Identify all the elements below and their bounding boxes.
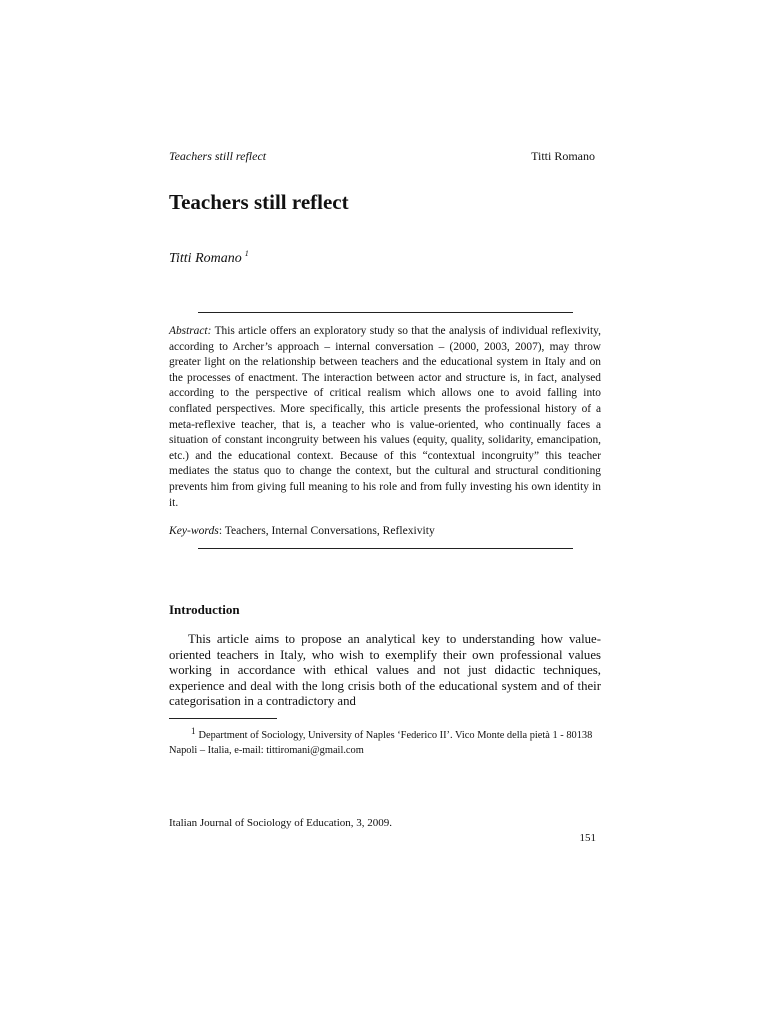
keywords-label: Key-words — [169, 524, 219, 537]
abstract-text: This article offers an exploratory study so that the analysis of individual reflexivity, according to Archer’s approach – internal conversation – (2000, 2003, 2007), may throw greater light on the relationship between teachers and the educational system in Italy and on the processes of enactment. The interaction between actor and structure is, in fact, analysed according to the perspective of critical realism which allows one to avoid falling into conflated perspectives. More specifically, this article presents the professional history of a meta-reflexive teacher, that is, a teacher who is value-oriented, who continually faces a situation of constant incongruity between his values (equity, quality, solidarity, emancipation, etc.) and the educational context. Because of this “contextual incongruity” this teacher mediates the status quo to change the context, but the cultural and structural conditioning prevents him from giving full meaning to his role and from fully investing his own identity in it. — [169, 325, 601, 509]
abstract — [169, 324, 601, 511]
footnote — [169, 724, 601, 758]
page-number: 151 — [579, 832, 596, 844]
section-heading-introduction: Introduction — [169, 602, 240, 617]
running-header-title: Teachers still reflect — [169, 149, 267, 163]
abstract-bottom-rule — [198, 548, 573, 549]
keywords — [169, 524, 435, 537]
author-footnote-mark: 1 — [244, 249, 249, 258]
keywords-text: : Teachers, Internal Conversations, Reflexivity — [218, 524, 435, 537]
article-title: Teachers still reflect — [169, 190, 349, 214]
author-line — [169, 249, 249, 267]
footnote-separator — [169, 718, 277, 719]
abstract-top-rule — [198, 312, 573, 313]
running-header-author: Titti Romano — [531, 149, 595, 163]
journal-citation: Italian Journal of Sociology of Education, 3, 2009. — [169, 817, 393, 829]
introduction-paragraph: This article aims to propose an analytical key to understanding how value-oriented teachers in Italy, who wish to exemplify their own professional values working in accordance with ethical values and not just didactic techniques, experience and deal with the long crisis both of the educational system and of their categorisation in a contradictory and — [169, 632, 601, 709]
footnote-text: Department of Sociology, University of Naples ‘Federico II’. Vico Monte della pietà 1 - 80138 Napoli – Italia, e-mail: tittiromani@gmail.com — [169, 730, 593, 756]
footnote-mark: 1 — [191, 726, 196, 736]
running-header — [169, 149, 595, 164]
author-name: Titti Romano — [169, 251, 242, 266]
abstract-label: Abstract: — [169, 325, 212, 337]
